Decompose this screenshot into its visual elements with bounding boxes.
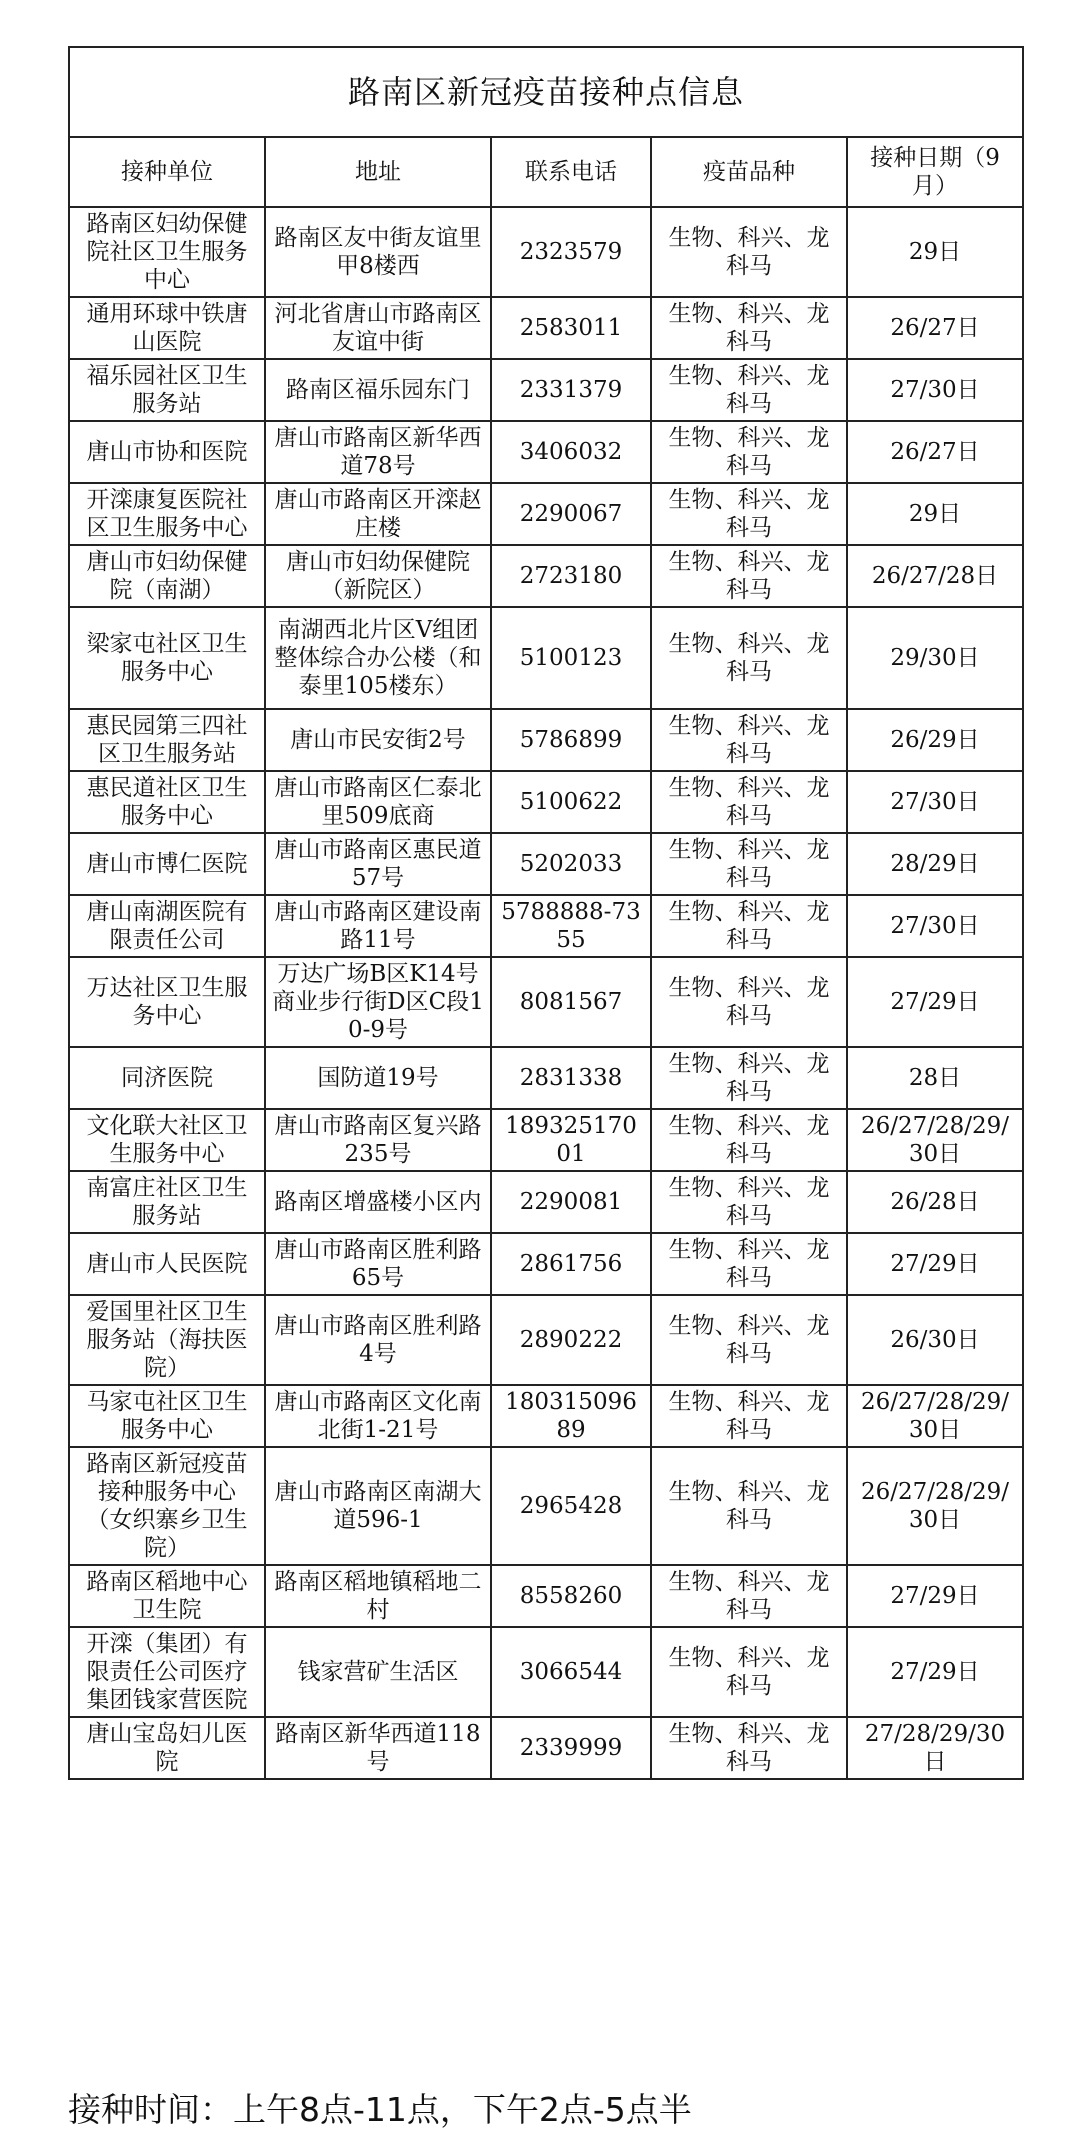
cell-vaccine: 生物、科兴、龙科马 bbox=[651, 1447, 847, 1565]
cell-address: 唐山市路南区复兴路235号 bbox=[265, 1109, 491, 1171]
cell-vaccine: 生物、科兴、龙科马 bbox=[651, 421, 847, 483]
cell-vaccine: 生物、科兴、龙科马 bbox=[651, 1295, 847, 1385]
cell-dates: 27/30日 bbox=[847, 895, 1023, 957]
cell-dates: 26/27/28/29/30日 bbox=[847, 1447, 1023, 1565]
cell-vaccine: 生物、科兴、龙科马 bbox=[651, 895, 847, 957]
table-row bbox=[69, 421, 1023, 483]
cell-dates: 26/27/28日 bbox=[847, 545, 1023, 607]
table-row bbox=[69, 1447, 1023, 1565]
cell-phone: 3406032 bbox=[491, 421, 651, 483]
cell-unit: 开滦康复医院社区卫生服务中心 bbox=[69, 483, 265, 545]
cell-address: 南湖西北片区V组团整体综合办公楼（和泰里105楼东） bbox=[265, 607, 491, 709]
cell-vaccine: 生物、科兴、龙科马 bbox=[651, 1385, 847, 1447]
header-unit: 接种单位 bbox=[69, 137, 265, 207]
cell-phone: 2723180 bbox=[491, 545, 651, 607]
table-row bbox=[69, 833, 1023, 895]
vaccination-sites-sheet bbox=[68, 46, 1022, 1780]
cell-vaccine: 生物、科兴、龙科马 bbox=[651, 1233, 847, 1295]
cell-dates: 26/29日 bbox=[847, 709, 1023, 771]
cell-unit: 惠民园第三四社区卫生服务站 bbox=[69, 709, 265, 771]
cell-phone: 2290067 bbox=[491, 483, 651, 545]
header-vaccine: 疫苗品种 bbox=[651, 137, 847, 207]
cell-phone: 3066544 bbox=[491, 1627, 651, 1717]
cell-address: 钱家营矿生活区 bbox=[265, 1627, 491, 1717]
cell-dates: 28/29日 bbox=[847, 833, 1023, 895]
table-row bbox=[69, 1047, 1023, 1109]
table-row bbox=[69, 1385, 1023, 1447]
table-row bbox=[69, 607, 1023, 709]
cell-phone: 5100622 bbox=[491, 771, 651, 833]
cell-address: 唐山市妇幼保健院（新院区） bbox=[265, 545, 491, 607]
cell-address: 河北省唐山市路南区友谊中街 bbox=[265, 297, 491, 359]
cell-phone: 2339999 bbox=[491, 1717, 651, 1779]
cell-dates: 26/27日 bbox=[847, 421, 1023, 483]
cell-dates: 26/27/28/29/30日 bbox=[847, 1385, 1023, 1447]
vaccination-hours-note: 接种时间：上午8点-11点，下午2点-5点半 bbox=[68, 2090, 692, 2129]
cell-unit: 唐山市协和医院 bbox=[69, 421, 265, 483]
cell-vaccine: 生物、科兴、龙科马 bbox=[651, 359, 847, 421]
table-row bbox=[69, 1109, 1023, 1171]
header-phone: 联系电话 bbox=[491, 137, 651, 207]
cell-address: 唐山市路南区建设南路11号 bbox=[265, 895, 491, 957]
table-row bbox=[69, 895, 1023, 957]
cell-phone: 5786899 bbox=[491, 709, 651, 771]
table-row bbox=[69, 297, 1023, 359]
cell-unit: 路南区新冠疫苗接种服务中心（女织寨乡卫生院） bbox=[69, 1447, 265, 1565]
table-row bbox=[69, 1717, 1023, 1779]
cell-address: 唐山市路南区胜利路65号 bbox=[265, 1233, 491, 1295]
cell-phone: 5202033 bbox=[491, 833, 651, 895]
cell-address: 唐山市路南区文化南北街1-21号 bbox=[265, 1385, 491, 1447]
cell-vaccine: 生物、科兴、龙科马 bbox=[651, 771, 847, 833]
table-row bbox=[69, 1295, 1023, 1385]
cell-vaccine: 生物、科兴、龙科马 bbox=[651, 607, 847, 709]
cell-address: 路南区新华西道118号 bbox=[265, 1717, 491, 1779]
cell-dates: 27/29日 bbox=[847, 957, 1023, 1047]
cell-unit: 路南区妇幼保健院社区卫生服务中心 bbox=[69, 207, 265, 297]
cell-vaccine: 生物、科兴、龙科马 bbox=[651, 483, 847, 545]
cell-phone: 2290081 bbox=[491, 1171, 651, 1233]
cell-vaccine: 生物、科兴、龙科马 bbox=[651, 297, 847, 359]
cell-vaccine: 生物、科兴、龙科马 bbox=[651, 1047, 847, 1109]
cell-address: 唐山市民安街2号 bbox=[265, 709, 491, 771]
cell-dates: 27/30日 bbox=[847, 771, 1023, 833]
cell-dates: 29/30日 bbox=[847, 607, 1023, 709]
cell-dates: 27/29日 bbox=[847, 1565, 1023, 1627]
cell-address: 路南区福乐园东门 bbox=[265, 359, 491, 421]
table-row bbox=[69, 1233, 1023, 1295]
table-body bbox=[69, 207, 1023, 1779]
header-address: 地址 bbox=[265, 137, 491, 207]
cell-phone: 8081567 bbox=[491, 957, 651, 1047]
cell-phone: 8558260 bbox=[491, 1565, 651, 1627]
cell-vaccine: 生物、科兴、龙科马 bbox=[651, 1717, 847, 1779]
cell-phone: 18031509689 bbox=[491, 1385, 651, 1447]
cell-unit: 文化联大社区卫生服务中心 bbox=[69, 1109, 265, 1171]
cell-vaccine: 生物、科兴、龙科马 bbox=[651, 1109, 847, 1171]
header-dates: 接种日期（9月） bbox=[847, 137, 1023, 207]
table-title: 路南区新冠疫苗接种点信息 bbox=[69, 47, 1023, 137]
cell-vaccine: 生物、科兴、龙科马 bbox=[651, 207, 847, 297]
cell-address: 唐山市路南区南湖大道596-1 bbox=[265, 1447, 491, 1565]
vaccination-sites-table bbox=[68, 46, 1024, 1780]
cell-vaccine: 生物、科兴、龙科马 bbox=[651, 1627, 847, 1717]
cell-unit: 唐山市人民医院 bbox=[69, 1233, 265, 1295]
cell-unit: 福乐园社区卫生服务站 bbox=[69, 359, 265, 421]
cell-phone: 5100123 bbox=[491, 607, 651, 709]
cell-unit: 南富庄社区卫生服务站 bbox=[69, 1171, 265, 1233]
cell-dates: 26/27日 bbox=[847, 297, 1023, 359]
table-row bbox=[69, 957, 1023, 1047]
cell-unit: 梁家屯社区卫生服务中心 bbox=[69, 607, 265, 709]
cell-unit: 万达社区卫生服务中心 bbox=[69, 957, 265, 1047]
cell-vaccine: 生物、科兴、龙科马 bbox=[651, 545, 847, 607]
table-row bbox=[69, 483, 1023, 545]
cell-dates: 28日 bbox=[847, 1047, 1023, 1109]
cell-unit: 唐山南湖医院有限责任公司 bbox=[69, 895, 265, 957]
cell-dates: 26/28日 bbox=[847, 1171, 1023, 1233]
table-row bbox=[69, 1627, 1023, 1717]
cell-unit: 同济医院 bbox=[69, 1047, 265, 1109]
cell-unit: 唐山市妇幼保健院（南湖） bbox=[69, 545, 265, 607]
cell-dates: 26/30日 bbox=[847, 1295, 1023, 1385]
cell-address: 国防道19号 bbox=[265, 1047, 491, 1109]
cell-vaccine: 生物、科兴、龙科马 bbox=[651, 1171, 847, 1233]
table-row bbox=[69, 1565, 1023, 1627]
cell-phone: 5788888-7355 bbox=[491, 895, 651, 957]
cell-dates: 27/29日 bbox=[847, 1627, 1023, 1717]
cell-vaccine: 生物、科兴、龙科马 bbox=[651, 1565, 847, 1627]
table-row bbox=[69, 771, 1023, 833]
cell-unit: 马家屯社区卫生服务中心 bbox=[69, 1385, 265, 1447]
table-row bbox=[69, 545, 1023, 607]
cell-address: 万达广场B区K14号商业步行街D区C段10-9号 bbox=[265, 957, 491, 1047]
cell-phone: 2890222 bbox=[491, 1295, 651, 1385]
cell-unit: 唐山宝岛妇儿医院 bbox=[69, 1717, 265, 1779]
cell-phone: 2861756 bbox=[491, 1233, 651, 1295]
cell-address: 唐山市路南区胜利路4号 bbox=[265, 1295, 491, 1385]
table-row bbox=[69, 1171, 1023, 1233]
cell-dates: 27/29日 bbox=[847, 1233, 1023, 1295]
cell-dates: 29日 bbox=[847, 483, 1023, 545]
cell-unit: 通用环球中铁唐山医院 bbox=[69, 297, 265, 359]
cell-vaccine: 生物、科兴、龙科马 bbox=[651, 833, 847, 895]
cell-phone: 2323579 bbox=[491, 207, 651, 297]
cell-phone: 18932517001 bbox=[491, 1109, 651, 1171]
cell-unit: 路南区稻地中心卫生院 bbox=[69, 1565, 265, 1627]
cell-address: 路南区稻地镇稻地二村 bbox=[265, 1565, 491, 1627]
cell-dates: 29日 bbox=[847, 207, 1023, 297]
cell-phone: 2331379 bbox=[491, 359, 651, 421]
cell-address: 路南区增盛楼小区内 bbox=[265, 1171, 491, 1233]
cell-address: 唐山市路南区开滦赵庄楼 bbox=[265, 483, 491, 545]
cell-phone: 2831338 bbox=[491, 1047, 651, 1109]
cell-address: 唐山市路南区仁泰北里509底商 bbox=[265, 771, 491, 833]
cell-unit: 开滦（集团）有限责任公司医疗集团钱家营医院 bbox=[69, 1627, 265, 1717]
cell-unit: 唐山市博仁医院 bbox=[69, 833, 265, 895]
table-row bbox=[69, 207, 1023, 297]
cell-address: 唐山市路南区惠民道57号 bbox=[265, 833, 491, 895]
cell-dates: 27/30日 bbox=[847, 359, 1023, 421]
cell-phone: 2965428 bbox=[491, 1447, 651, 1565]
cell-phone: 2583011 bbox=[491, 297, 651, 359]
cell-dates: 27/28/29/30日 bbox=[847, 1717, 1023, 1779]
cell-unit: 爱国里社区卫生服务站（海扶医院） bbox=[69, 1295, 265, 1385]
cell-vaccine: 生物、科兴、龙科马 bbox=[651, 957, 847, 1047]
cell-address: 路南区友中街友谊里甲8楼西 bbox=[265, 207, 491, 297]
cell-dates: 26/27/28/29/30日 bbox=[847, 1109, 1023, 1171]
table-row bbox=[69, 359, 1023, 421]
table-row bbox=[69, 709, 1023, 771]
cell-vaccine: 生物、科兴、龙科马 bbox=[651, 709, 847, 771]
cell-unit: 惠民道社区卫生服务中心 bbox=[69, 771, 265, 833]
cell-address: 唐山市路南区新华西道78号 bbox=[265, 421, 491, 483]
